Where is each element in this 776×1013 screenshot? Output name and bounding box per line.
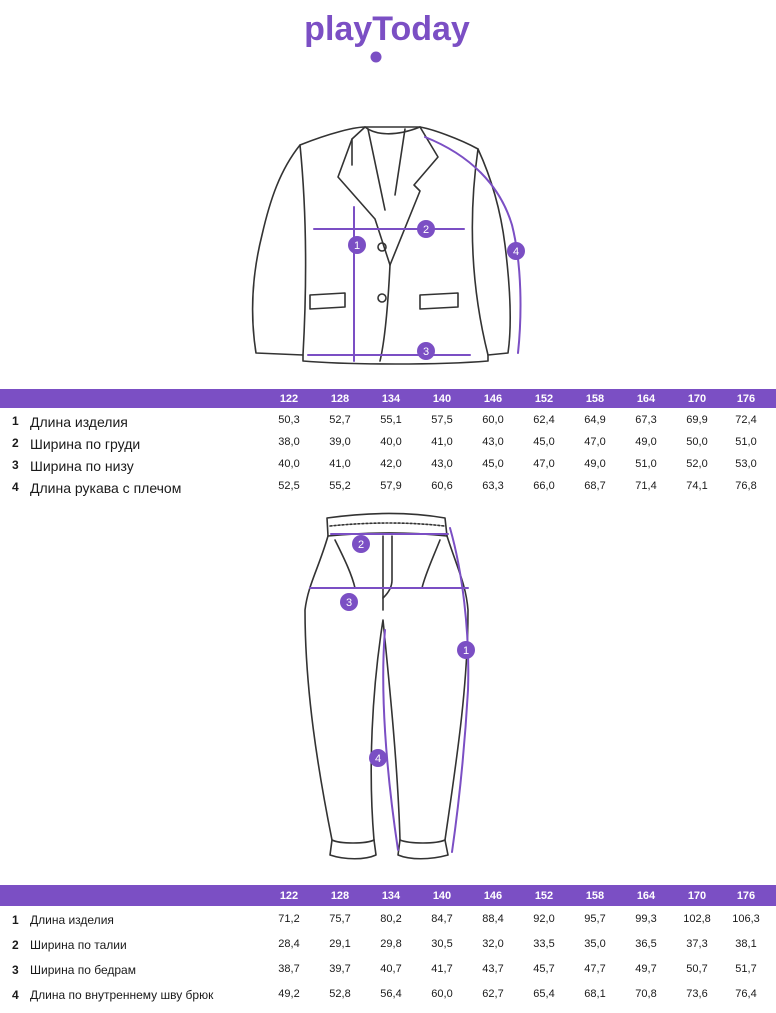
table-row — [0, 458, 776, 480]
pants-marker-1: 1 — [462, 645, 470, 657]
table-cell: 43,0 — [482, 436, 504, 448]
table-cell: 70,8 — [635, 988, 657, 1000]
size-col: 128 — [330, 890, 350, 902]
table-cell: 40,0 — [380, 436, 402, 448]
row-number: 2 — [12, 436, 19, 450]
table-cell: 41,0 — [431, 436, 453, 448]
size-col: 170 — [687, 393, 707, 405]
table-cell: 38,0 — [278, 436, 300, 448]
table-cell: 102,8 — [683, 913, 711, 925]
table-cell: 60,6 — [431, 480, 453, 492]
table-cell: 52,7 — [329, 414, 351, 426]
table-cell: 72,4 — [735, 414, 757, 426]
table-cell: 43,7 — [482, 963, 504, 975]
table-cell: 37,3 — [686, 938, 708, 950]
size-col: 170 — [687, 890, 707, 902]
size-col: 140 — [432, 393, 452, 405]
table-cell: 41,0 — [329, 458, 351, 470]
table-cell: 28,4 — [278, 938, 300, 950]
size-col: 152 — [534, 393, 554, 405]
table-cell: 49,7 — [635, 963, 657, 975]
table-cell: 49,2 — [278, 988, 300, 1000]
size-col: 158 — [585, 393, 605, 405]
size-col: 146 — [483, 890, 503, 902]
table-cell: 33,5 — [533, 938, 555, 950]
pants-marker-3: 3 — [345, 597, 353, 609]
size-col: 176 — [736, 890, 756, 902]
table-cell: 32,0 — [482, 938, 504, 950]
table-cell: 57,5 — [431, 414, 453, 426]
table-row — [0, 913, 776, 938]
jacket-marker-1: 1 — [353, 240, 361, 252]
table-cell: 35,0 — [584, 938, 606, 950]
jacket-marker-3: 3 — [422, 346, 430, 358]
table-cell: 39,0 — [329, 436, 351, 448]
table-cell: 99,3 — [635, 913, 657, 925]
row-number: 4 — [12, 480, 19, 494]
row-label: Ширина по груди — [30, 436, 141, 452]
table-cell: 73,6 — [686, 988, 708, 1000]
table-cell: 38,7 — [278, 963, 300, 975]
row-label: Длина по внутреннему шву брюк — [30, 988, 214, 1002]
table-cell: 80,2 — [380, 913, 402, 925]
table-cell: 60,0 — [482, 414, 504, 426]
size-col: 146 — [483, 393, 503, 405]
table-cell: 43,0 — [431, 458, 453, 470]
table-row — [0, 436, 776, 458]
pants-marker-4: 4 — [374, 753, 382, 765]
row-label: Ширина по бедрам — [30, 963, 136, 977]
table-cell: 57,9 — [380, 480, 402, 492]
table-cell: 75,7 — [329, 913, 351, 925]
size-col: 152 — [534, 890, 554, 902]
table-cell: 69,9 — [686, 414, 708, 426]
size-col: 128 — [330, 393, 350, 405]
table-cell: 52,0 — [686, 458, 708, 470]
table-cell: 47,0 — [584, 436, 606, 448]
table-cell: 45,0 — [482, 458, 504, 470]
table-header — [0, 389, 776, 408]
table-cell: 49,0 — [635, 436, 657, 448]
row-number: 1 — [12, 913, 19, 927]
table-cell: 51,0 — [735, 436, 757, 448]
size-col: 140 — [432, 890, 452, 902]
table-cell: 88,4 — [482, 913, 504, 925]
table-cell: 50,0 — [686, 436, 708, 448]
table-cell: 40,0 — [278, 458, 300, 470]
row-number: 4 — [12, 988, 19, 1002]
pants-size-table — [0, 885, 776, 1000]
table-cell: 47,7 — [584, 963, 606, 975]
table-row — [0, 988, 776, 1013]
row-label: Ширина по низу — [30, 458, 134, 474]
table-row — [0, 480, 776, 502]
size-col: 134 — [381, 393, 401, 405]
table-cell: 47,0 — [533, 458, 555, 470]
table-cell: 92,0 — [533, 913, 555, 925]
table-cell: 36,5 — [635, 938, 657, 950]
size-col: 176 — [736, 393, 756, 405]
row-number: 1 — [12, 414, 19, 428]
table-cell: 68,1 — [584, 988, 606, 1000]
table-cell: 63,3 — [482, 480, 504, 492]
table-cell: 41,7 — [431, 963, 453, 975]
table-cell: 29,1 — [329, 938, 351, 950]
table-cell: 68,7 — [584, 480, 606, 492]
table-cell: 64,9 — [584, 414, 606, 426]
size-col: 122 — [279, 393, 299, 405]
table-cell: 95,7 — [584, 913, 606, 925]
jacket-marker-2: 2 — [422, 224, 430, 236]
jacket-size-table — [0, 389, 776, 501]
table-cell: 30,5 — [431, 938, 453, 950]
table-cell: 67,3 — [635, 414, 657, 426]
row-label: Длина изделия — [30, 414, 128, 430]
table-cell: 53,0 — [735, 458, 757, 470]
size-col: 122 — [279, 890, 299, 902]
row-number: 3 — [12, 458, 19, 472]
table-cell: 71,4 — [635, 480, 657, 492]
table-cell: 49,0 — [584, 458, 606, 470]
table-cell: 52,8 — [329, 988, 351, 1000]
pants-marker-2: 2 — [357, 539, 365, 551]
table-row — [0, 963, 776, 988]
table-cell: 84,7 — [431, 913, 453, 925]
table-header — [0, 885, 776, 906]
table-cell: 40,7 — [380, 963, 402, 975]
size-col: 158 — [585, 890, 605, 902]
table-cell: 55,2 — [329, 480, 351, 492]
table-row — [0, 938, 776, 963]
table-cell: 39,7 — [329, 963, 351, 975]
size-col: 134 — [381, 890, 401, 902]
row-number: 3 — [12, 963, 19, 977]
table-cell: 45,0 — [533, 436, 555, 448]
table-cell: 42,0 — [380, 458, 402, 470]
jacket-marker-4: 4 — [512, 246, 520, 258]
table-cell: 51,7 — [735, 963, 757, 975]
row-number: 2 — [12, 938, 19, 952]
table-cell: 50,7 — [686, 963, 708, 975]
table-cell: 45,7 — [533, 963, 555, 975]
logo-dot — [371, 52, 382, 63]
table-cell: 51,0 — [635, 458, 657, 470]
table-cell: 62,4 — [533, 414, 555, 426]
table-cell: 76,8 — [735, 480, 757, 492]
table-cell: 29,8 — [380, 938, 402, 950]
table-cell: 106,3 — [732, 913, 760, 925]
size-col: 164 — [636, 890, 656, 902]
table-cell: 65,4 — [533, 988, 555, 1000]
size-col: 164 — [636, 393, 656, 405]
table-cell: 74,1 — [686, 480, 708, 492]
row-label: Длина изделия — [30, 913, 114, 927]
table-cell: 56,4 — [380, 988, 402, 1000]
row-label: Ширина по талии — [30, 938, 127, 952]
table-row — [0, 414, 776, 436]
table-cell: 76,4 — [735, 988, 757, 1000]
pants-drawing — [0, 510, 776, 865]
table-cell: 71,2 — [278, 913, 300, 925]
jacket-drawing — [0, 115, 776, 375]
table-cell: 38,1 — [735, 938, 757, 950]
brand-logo — [0, 0, 776, 70]
row-label: Длина рукава с плечом — [30, 480, 182, 496]
table-cell: 55,1 — [380, 414, 402, 426]
table-cell: 52,5 — [278, 480, 300, 492]
table-cell: 66,0 — [533, 480, 555, 492]
table-cell: 50,3 — [278, 414, 300, 426]
brand-name: playToday — [304, 10, 470, 48]
table-cell: 62,7 — [482, 988, 504, 1000]
table-cell: 60,0 — [431, 988, 453, 1000]
